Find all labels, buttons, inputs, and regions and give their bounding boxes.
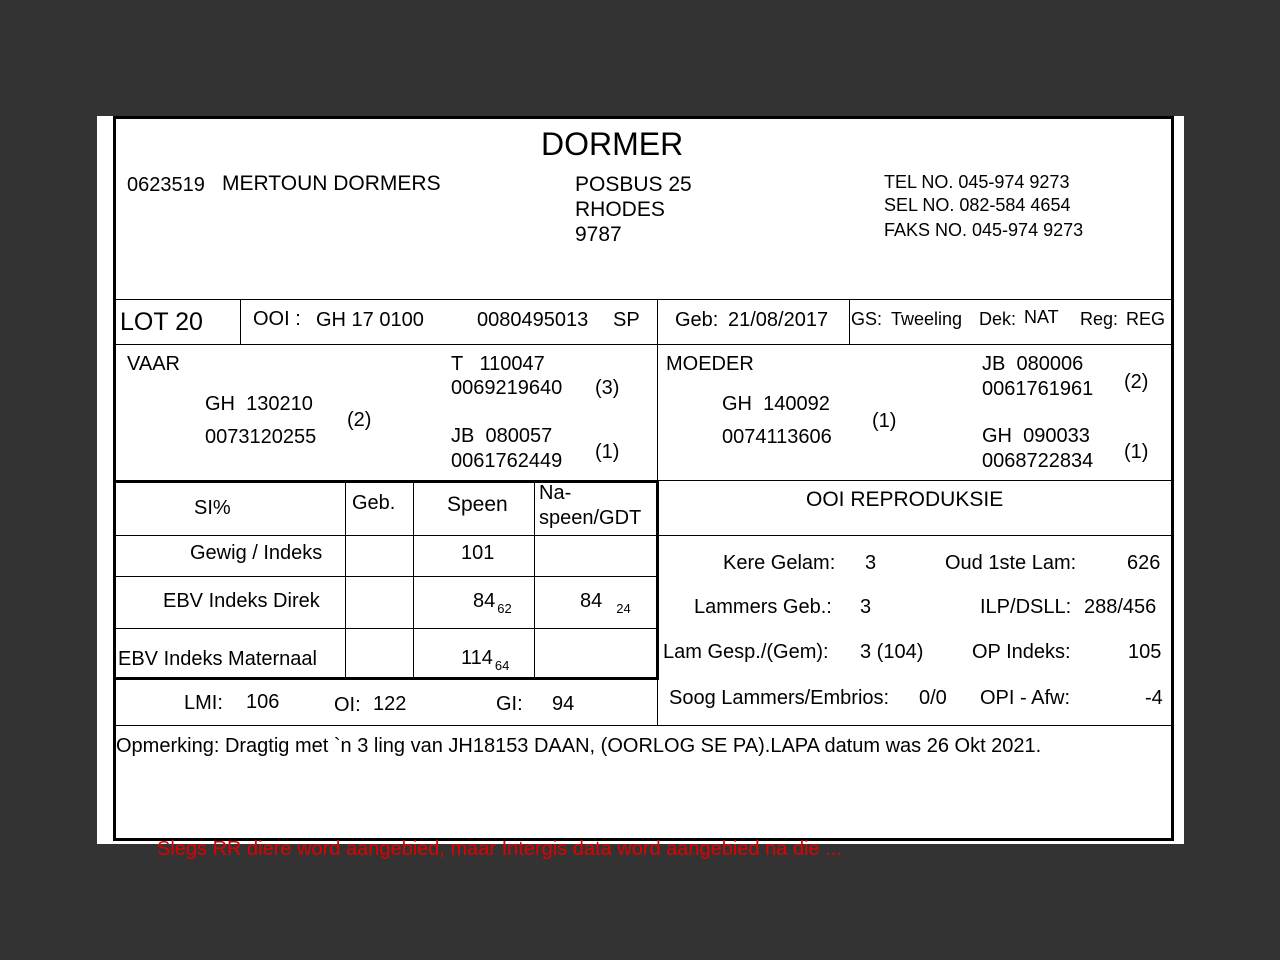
si-row-line-2	[113, 576, 658, 577]
vaar-sire-count: (3)	[595, 377, 620, 399]
opmerking-label: Opmerking:	[116, 735, 220, 757]
oud-value: 626	[1127, 552, 1161, 574]
si-header-geb: Geb.	[352, 492, 396, 514]
opi-value: -4	[1145, 687, 1163, 709]
si-row-label: EBV Indeks Direk	[163, 590, 320, 612]
si-col-line-3	[534, 480, 535, 679]
address-line-1: POSBUS 25	[575, 173, 692, 196]
kere-gelam-label: Kere Gelam:	[723, 552, 836, 574]
si-row-line-1	[113, 535, 658, 536]
soog-value: 0/0	[919, 687, 947, 709]
lmi-label: LMI:	[184, 692, 223, 714]
opmerking	[116, 736, 1041, 756]
page-title: DORMER	[541, 126, 684, 162]
opmerking-text: Dragtig met `n 3 ling van JH18153 DAAN, (OORLOG SE PA).LAPA datum was 26 Okt 2021.	[224, 735, 1042, 757]
moeder-sire-count: (2)	[1124, 371, 1149, 393]
breeder-name: MERTOUN DORMERS	[222, 172, 441, 195]
moeder-dam-id: GH 090033	[982, 425, 1090, 447]
lmi-value: 106	[246, 691, 280, 713]
lammers-geb-label: Lammers Geb.:	[694, 596, 832, 618]
si-row-speen	[473, 590, 512, 616]
op-label: OP Indeks:	[972, 641, 1071, 663]
vaar-code: 0073120255	[205, 426, 317, 448]
si-col-line-1	[345, 480, 346, 679]
frame-right	[1171, 116, 1174, 839]
frame-top	[113, 116, 1174, 119]
si-speen-value: 84	[473, 590, 496, 612]
ooi-code: 0080495013	[477, 309, 589, 331]
moeder-sire-id: JB 080006	[982, 353, 1084, 375]
si-header-naspeen-2: speen/GDT	[539, 507, 642, 529]
soog-label: Soog Lammers/Embrios:	[669, 687, 890, 709]
footer-note: Slegs RR diere word aangebied, maar Intergis data word aangebied na die ...	[157, 838, 842, 860]
catalogue-page	[97, 116, 1184, 860]
si-row-speen: 101	[461, 542, 495, 564]
contact-sel: SEL NO. 082-584 4654	[884, 195, 1071, 215]
repro-header-line	[658, 535, 1174, 536]
si-table-top	[113, 480, 659, 483]
geb-date: 21/08/2017	[728, 309, 829, 331]
frame-left	[113, 116, 116, 839]
geb-label: Geb:	[675, 309, 719, 331]
contact-faks: FAKS NO. 045-974 9273	[884, 220, 1084, 240]
lot-number: LOT 20	[120, 308, 203, 336]
index-row-bottom-line	[113, 725, 1174, 726]
si-speen-value: 114	[461, 647, 493, 669]
si-speen-sub: 62	[497, 601, 512, 616]
si-header-si: SI%	[194, 497, 231, 519]
moeder-dam-count: (1)	[1124, 441, 1149, 463]
breeder-number: 0623519	[127, 174, 205, 196]
vaar-dam-id: JB 080057	[451, 425, 553, 447]
si-table-bottom	[113, 677, 659, 680]
gi-value: 94	[552, 693, 575, 715]
address-line-2: RHODES	[575, 198, 665, 221]
moeder-count: (1)	[872, 410, 897, 432]
address-line-3: 9787	[575, 223, 622, 246]
dek-label: Dek:	[979, 309, 1017, 329]
moeder-sire-code: 0061761961	[982, 378, 1094, 400]
moeder-id: GH 140092	[722, 393, 830, 415]
gi-label: GI:	[496, 693, 523, 715]
ilp-label: ILP/DSLL:	[980, 596, 1072, 618]
reg-value: REG	[1126, 309, 1166, 329]
reg-label: Reg:	[1080, 309, 1119, 329]
gs-value: Tweeling	[891, 309, 963, 329]
opi-label: OPI - Afw:	[980, 687, 1071, 709]
ooi-label: OOI :	[253, 308, 301, 330]
ilp-value: 288/456	[1084, 596, 1157, 618]
si-naspeen-sub: 24	[616, 601, 631, 616]
kere-gelam-value: 3	[865, 552, 877, 574]
si-speen-sub: 64	[494, 658, 510, 673]
oud-label: Oud 1ste Lam:	[945, 552, 1077, 574]
repro-title: OOI REPRODUKSIE	[806, 488, 1004, 511]
si-row-speen	[461, 647, 510, 673]
si-header-naspeen-1: Na-	[539, 482, 572, 504]
vaar-label: VAAR	[127, 353, 180, 375]
vaar-sire-id: T 110047	[451, 353, 545, 375]
si-row-line-3	[113, 628, 658, 629]
lot-row-top-line	[113, 299, 1174, 300]
si-col-line-2	[413, 480, 414, 679]
ooi-id: GH 17 0100	[316, 309, 424, 331]
si-row-label: Gewig / Indeks	[190, 542, 323, 564]
lot-row-bottom-line	[113, 344, 1174, 345]
contact-tel: TEL NO. 045-974 9273	[884, 172, 1070, 192]
oi-value: 122	[373, 693, 407, 715]
ooi-suffix: SP	[613, 309, 640, 331]
vaar-dam-count: (1)	[595, 441, 620, 463]
lot-divider-1	[240, 299, 241, 345]
lam-gesp-label: Lam Gesp./(Gem):	[663, 641, 829, 663]
vaar-id: GH 130210	[205, 393, 313, 415]
gs-label: GS:	[851, 309, 883, 329]
oi-label: OI:	[334, 694, 361, 716]
si-naspeen-value: 84	[580, 590, 603, 612]
vaar-count: (2)	[347, 409, 372, 431]
lammers-geb-value: 3	[860, 596, 872, 618]
lot-divider-2	[657, 299, 658, 345]
lam-gesp-value: 3 (104)	[860, 641, 924, 663]
si-header-speen: Speen	[447, 493, 508, 516]
moeder-dam-code: 0068722834	[982, 450, 1094, 472]
op-value: 105	[1128, 641, 1162, 663]
vaar-sire-code: 0069219640	[451, 377, 563, 399]
lot-divider-3	[849, 299, 850, 345]
si-table-right	[656, 480, 659, 680]
moeder-label: MOEDER	[666, 353, 754, 375]
dek-value: NAT	[1024, 307, 1059, 327]
vaar-dam-code: 0061762449	[451, 450, 563, 472]
si-row-label: EBV Indeks Maternaal	[118, 648, 317, 670]
si-row-naspeen	[580, 590, 631, 616]
moeder-code: 0074113606	[722, 426, 832, 448]
